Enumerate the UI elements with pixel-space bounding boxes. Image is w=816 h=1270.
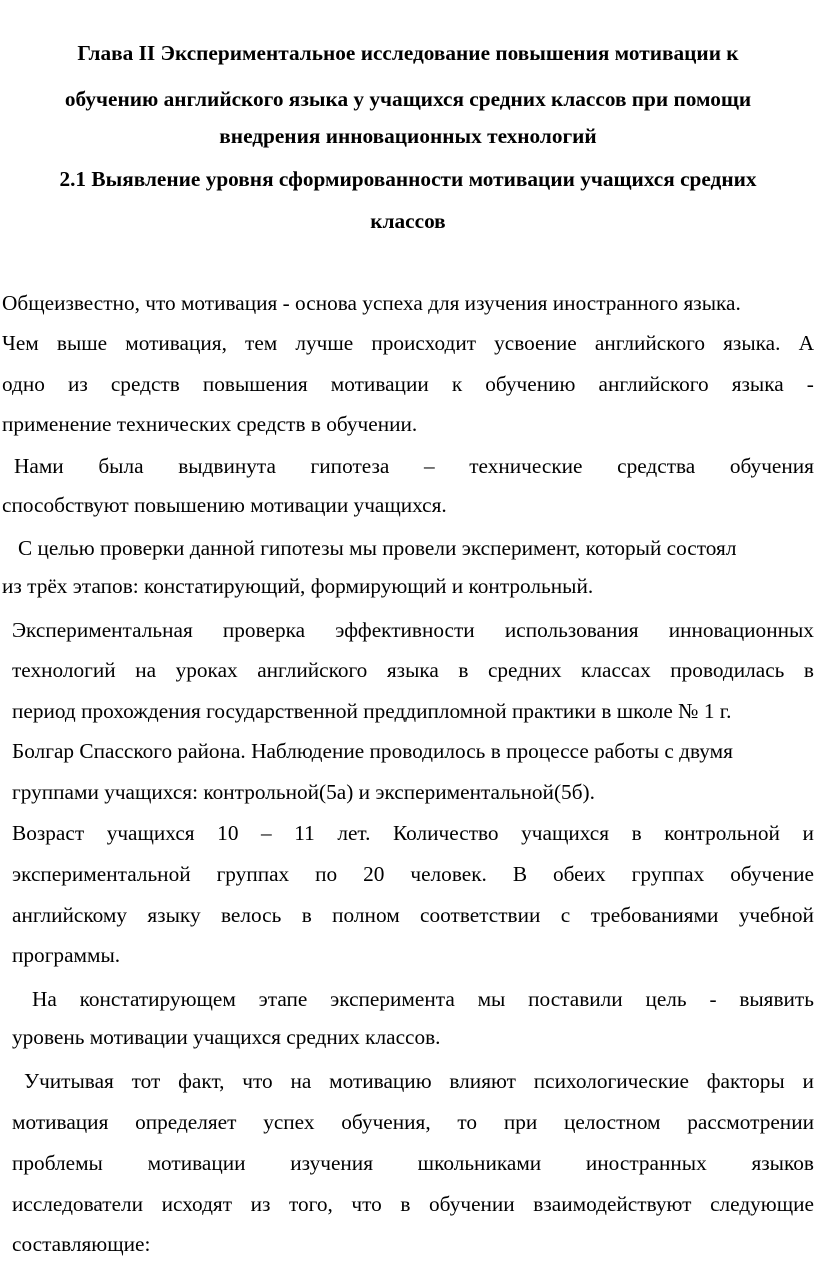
word: и	[802, 1069, 814, 1093]
word: языков	[751, 1151, 814, 1175]
word: поставили	[528, 987, 623, 1011]
word: Учитывая	[24, 1069, 114, 1093]
paragraph-5-line-4: программы.	[12, 943, 121, 967]
word: использования	[504, 618, 639, 642]
word: обучении	[429, 1192, 515, 1216]
word: выявить	[739, 987, 814, 1011]
word: с	[560, 903, 571, 927]
word: средства	[617, 454, 696, 478]
paragraph-4-line-4: Болгар Спасского района. Наблюдение проводилось в процессе работы с двумя	[12, 739, 733, 763]
paragraph-7-line-5: составляющие:	[12, 1232, 151, 1256]
word: обучению	[485, 372, 576, 396]
paragraph-1-line-1: Общеизвестно, что мотивация - основа успеха для изучения иностранного языка.	[2, 291, 741, 315]
word: констатирующем	[79, 987, 236, 1011]
word: лет.	[337, 821, 371, 845]
word: мотивации	[330, 372, 429, 396]
paragraph-4-line-5: группами учащихся: контрольной(5а) и экспериментальной(5б).	[12, 780, 595, 804]
word: –	[423, 454, 435, 478]
word: рассмотрении	[687, 1110, 814, 1134]
word: одно	[2, 372, 45, 396]
word: при	[503, 1110, 538, 1134]
word: языку	[147, 903, 201, 927]
word: выдвинута	[178, 454, 276, 478]
word: к	[451, 372, 463, 396]
word: в	[301, 903, 312, 927]
word: Чем	[2, 331, 39, 355]
word: языка.	[723, 331, 781, 355]
word: английскому	[12, 903, 128, 927]
word: учащихся	[106, 821, 195, 845]
word: определяет	[135, 1110, 237, 1134]
word: изучения	[290, 1151, 373, 1175]
word: факторы	[706, 1069, 785, 1093]
word: учащихся	[521, 821, 610, 845]
paragraph-3-line-1: С целью проверки данной гипотезы мы провели эксперимент, который состоял	[18, 536, 737, 560]
word: 10	[217, 821, 239, 845]
word: в	[803, 658, 814, 682]
word: классах	[581, 658, 651, 682]
word: 20	[363, 862, 385, 886]
word: из	[250, 1192, 271, 1216]
word: –	[261, 821, 272, 845]
section-heading-line-2: классов	[370, 209, 446, 233]
word: из	[67, 372, 88, 396]
word: группах	[631, 862, 705, 886]
paragraph-1-line-2	[2, 330, 814, 356]
word: технические	[469, 454, 583, 478]
word: проверка	[222, 618, 306, 642]
paragraph-7-line-4	[12, 1191, 814, 1217]
chapter-heading-line-3: внедрения инновационных технологий	[219, 124, 597, 148]
word: гипотеза	[310, 454, 390, 478]
word: Экспериментальная	[12, 618, 193, 642]
word: А	[798, 331, 814, 355]
word: была	[98, 454, 144, 478]
word: лучше	[295, 331, 354, 355]
word: происходит	[371, 331, 477, 355]
word: повышения	[202, 372, 308, 396]
word: экспериментальной	[12, 862, 191, 886]
paragraph-6-line-2: уровень мотивации учащихся средних классов.	[12, 1025, 441, 1049]
word: взаимодействуют	[533, 1192, 692, 1216]
word: этапе	[258, 987, 308, 1011]
word: 11	[294, 821, 315, 845]
word: обучения,	[341, 1110, 431, 1134]
word: -	[709, 987, 717, 1011]
paragraph-7-line-2	[12, 1109, 814, 1135]
word: -	[806, 372, 814, 396]
word: школьниками	[417, 1151, 542, 1175]
section-heading-line-1: 2.1 Выявление уровня сформированности мотивации учащихся средних	[59, 167, 757, 191]
paragraph-2-line-2: способствуют повышению мотивации учащихся.	[2, 493, 447, 517]
word: обеих	[552, 862, 606, 886]
word: обучения	[729, 454, 814, 478]
chapter-heading-line-2: обучению английского языка у учащихся средних классов при помощи	[64, 87, 752, 111]
word: на	[290, 1069, 312, 1093]
word: в	[400, 1192, 411, 1216]
word: выше	[56, 331, 108, 355]
word: и	[802, 821, 814, 845]
word: следующие	[710, 1192, 814, 1216]
word: усвоение	[494, 331, 577, 355]
word: английского	[594, 331, 706, 355]
word: то	[457, 1110, 478, 1134]
word: на	[135, 658, 157, 682]
paragraph-7-line-1	[24, 1068, 814, 1094]
word: человек.	[410, 862, 487, 886]
paragraph-4-line-1	[12, 617, 814, 643]
paragraph-6-line-1	[32, 986, 814, 1012]
paragraph-4-line-2	[12, 657, 814, 683]
word: проблемы	[12, 1151, 103, 1175]
chapter-heading-line-1: Глава II Экспериментальное исследование повышения мотивации к	[77, 41, 739, 65]
word: английского	[257, 658, 368, 682]
word: Нами	[14, 454, 64, 478]
paragraph-5-line-1	[12, 820, 814, 846]
word: факт,	[178, 1069, 225, 1093]
paragraph-2-line-1	[14, 453, 814, 479]
word: языка	[731, 372, 784, 396]
word: В	[512, 862, 528, 886]
word: эксперимента	[330, 987, 455, 1011]
paragraph-5-line-2	[12, 861, 814, 887]
word: тот	[131, 1069, 161, 1093]
word: в	[458, 658, 469, 682]
word: тем	[245, 331, 278, 355]
word: средств	[110, 372, 180, 396]
word: что	[242, 1069, 273, 1093]
word: средних	[487, 658, 562, 682]
word: цель	[645, 987, 687, 1011]
word: велось	[220, 903, 282, 927]
word: контрольной	[664, 821, 780, 845]
word: мотивация,	[125, 331, 227, 355]
word: по	[315, 862, 338, 886]
word: целостном	[564, 1110, 661, 1134]
paragraph-5-line-3	[12, 902, 814, 928]
word: полном	[332, 903, 400, 927]
word: обучение	[730, 862, 814, 886]
word: исходят	[161, 1192, 233, 1216]
word: мотивации	[147, 1151, 246, 1175]
word: английского	[598, 372, 709, 396]
word: эффективности	[335, 618, 475, 642]
word: требованиями	[590, 903, 719, 927]
word: что	[351, 1192, 382, 1216]
word: соответствии	[420, 903, 541, 927]
word: языка	[386, 658, 439, 682]
paragraph-1-line-4: применение технических средств в обучении.	[2, 412, 418, 436]
paragraph-1-line-3	[2, 371, 814, 397]
word: На	[32, 987, 57, 1011]
word: технологий	[12, 658, 116, 682]
word: влияют	[449, 1069, 516, 1093]
word: проводилась	[670, 658, 785, 682]
word: Возраст	[12, 821, 85, 845]
paragraph-7-line-3	[12, 1150, 814, 1176]
word: мотивация	[12, 1110, 109, 1134]
word: мы	[477, 987, 506, 1011]
word: того,	[288, 1192, 333, 1216]
word: исследователи	[12, 1192, 144, 1216]
word: учебной	[738, 903, 814, 927]
word: Количество	[393, 821, 499, 845]
paragraph-4-line-3: период прохождения государственной преддипломной практики в школе № 1 г.	[12, 699, 732, 723]
word: иностранных	[585, 1151, 707, 1175]
word: успех	[263, 1110, 315, 1134]
word: группах	[216, 862, 290, 886]
word: мотивацию	[329, 1069, 432, 1093]
word: в	[631, 821, 642, 845]
word: инновационных	[668, 618, 814, 642]
word: уроках	[175, 658, 238, 682]
word: психологические	[533, 1069, 689, 1093]
paragraph-3-line-2: из трёх этапов: констатирующий, формирующий и контрольный.	[2, 574, 594, 598]
